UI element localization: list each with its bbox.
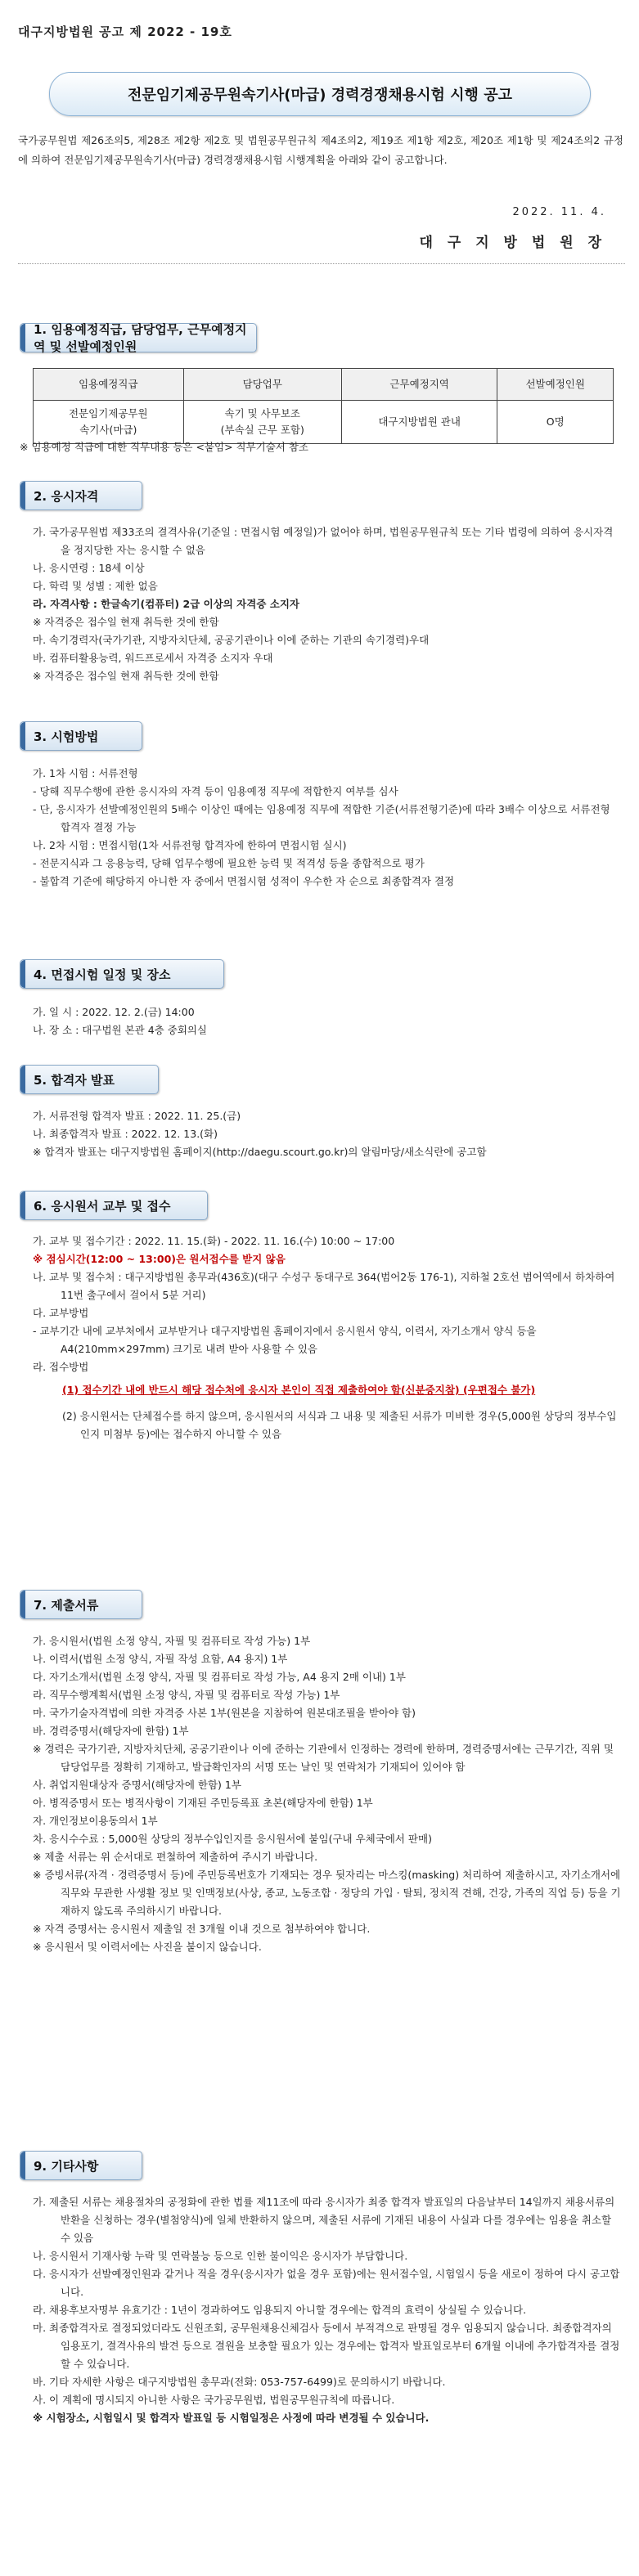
section-3-body [33, 765, 622, 891]
list-item: ※ 제출 서류는 위 순서대로 편철하여 제출하여 주시기 바랍니다. [33, 1851, 318, 1863]
section-6-header [20, 1191, 208, 1220]
issuer: 대 구 지 방 법 원 장 [419, 235, 606, 251]
section-4-body [33, 1003, 622, 1039]
list-item: 나. 교부 및 접수처 : 대구지방법원 총무과(436호)(대구 수성구 동대구로 364(범어2동 176-1), 지하철 2호선 범어역에서 하차하여 11번 출구에서 걸어서 5분 거리) [33, 1271, 615, 1301]
table-row [34, 401, 614, 444]
issue-date: 2022. 11. 4. [512, 206, 606, 218]
table-header: 담당업무 [183, 369, 341, 401]
page-title: 전문임기제공무원속기사(마급) 경력경쟁채용시험 시행 공고 [49, 72, 591, 116]
section-title: 1. 임용예정직급, 담당업무, 근무예정지역 및 선발예정인원 [34, 322, 247, 354]
list-item: - 당해 직무수행에 관한 응시자의 자격 등이 임용예정 직무에 적합한지 여부를 심사 [33, 785, 398, 797]
list-item: ※ 자격증은 접수일 현재 취득한 것에 한함 [33, 616, 219, 628]
section-bar [20, 1066, 25, 1093]
list-item: ※ 자격증은 접수일 현재 취득한 것에 한함 [33, 670, 219, 682]
section-bar [20, 482, 25, 509]
section-bar [20, 2152, 25, 2179]
list-item: 바. 기타 자세한 사항은 대구지방법원 총무과(전화: 053-757-6499)로 문의하시기 바랍니다. [33, 2376, 446, 2388]
list-item: ※ 시험장소, 시험일시 및 합격자 발표일 등 시험일정은 사정에 따라 변경될 수 있습니다. [33, 2412, 430, 2424]
table-cell: 속기 및 사무보조 (부속실 근무 포함) [183, 401, 341, 444]
list-item: 나. 장 소 : 대구법원 본관 4층 중회의실 [33, 1024, 208, 1036]
list-item: 나. 응시원서 기재사항 누락 및 연락불능 등으로 인한 불이익은 응시자가 부담합니다. [33, 2250, 408, 2262]
section-2-header [20, 481, 142, 510]
position-table [33, 368, 614, 444]
list-item: ※ 응시원서 및 이력서에는 사진을 붙이지 않습니다. [33, 1941, 262, 1953]
section-5-header [20, 1065, 159, 1094]
doc-number: 대구지방법원 공고 제 2022 - 19호 [18, 25, 232, 39]
section-4-header [20, 959, 224, 989]
list-item: (1) 접수기간 내에 반드시 해당 접수처에 응시자 본인이 직접 제출하여야 함(신분증지참) (우편접수 불가) [62, 1384, 536, 1396]
list-item: 사. 이 계획에 명시되지 아니한 사항은 국가공무원법, 법원공무원규칙에 따릅니다. [33, 2394, 395, 2406]
section-9-body [33, 2193, 622, 2427]
section-bar [20, 722, 25, 750]
section-bar [20, 324, 25, 352]
list-item: 다. 자기소개서(법원 소정 양식, 자필 및 컴퓨터로 작성 가능, A4 용지 2매 이내) 1부 [33, 1671, 406, 1683]
section-7-body [33, 1632, 622, 1956]
list-item: 나. 최종합격자 발표 : 2022. 12. 13.(화) [33, 1128, 218, 1140]
section-5-body [33, 1107, 622, 1161]
section-2-body [33, 523, 622, 685]
list-item: 가. 교부 및 접수기간 : 2022. 11. 15.(화) - 2022. 11. 16.(수) 10:00 ~ 17:00 [33, 1235, 395, 1247]
section-title: 6. 응시원서 교부 및 접수 [34, 1198, 171, 1214]
list-item: 나. 2차 시험 : 면접시험(1차 서류전형 합격자에 한하여 면접시험 실시) [33, 839, 347, 851]
section-7-header [20, 1590, 142, 1619]
section-bar [20, 1591, 25, 1618]
table-header-row [34, 369, 614, 401]
section-title: 7. 제출서류 [34, 1597, 99, 1613]
list-item: - 교부기간 내에 교부처에서 교부받거나 대구지방법원 홈페이지에서 응시원서 양식, 이력서, 자기소개서 양식 등을 A4(210mm×297mm) 크기로 내려 받아 사용할 수 있음 [33, 1325, 537, 1355]
section-bar [20, 1192, 25, 1219]
section-1-note [20, 438, 609, 456]
list-item: 가. 국가공무원법 제33조의 결격사유(기준일 : 면접시험 예정일)가 없어야 하며, 법원공무원규칙 또는 기타 법령에 의하여 응시자격을 정지당한 자는 응시할 수 없음 [33, 526, 614, 556]
intro-text: 국가공무원법 제26조의5, 제28조 제2항 제2호 및 법원공무원규칙 제4조의2, 제19조 제1항 제2호, 제20조 제1항 및 제24조의2 규정에 의하여 전문임기제공무원속기사(마급) 경력경쟁채용시험 시행계획을 아래와 같이 공고합니다. [18, 134, 623, 166]
section-1-header [20, 323, 257, 352]
list-item: 자. 개인정보이용동의서 1부 [33, 1815, 158, 1827]
list-item: - 단, 응시자가 선발예정인원의 5배수 이상인 때에는 임용예정 직무에 적합한 기준(서류전형기준)에 따라 3배수 이상으로 서류전형 합격자 결정 가능 [33, 803, 610, 833]
list-item: ※ 합격자 발표는 대구지방법원 홈페이지(http://daegu.scourt.go.kr)의 알림마당/새소식란에 공고함 [33, 1146, 487, 1158]
section-title: 9. 기타사항 [34, 2158, 99, 2174]
list-item: 가. 제출된 서류는 채용절차의 공정화에 관한 법률 제11조에 따라 응시자가 최종 합격자 발표일의 다음날부터 14일까지 채용서류의 반환을 신청하는 경우(별첨양식)에 일체 반환하지 않으며, 제출된 서류에 기재된 내용이 사실과 다를 경우에는 임용을 취소할 수 있음 [33, 2196, 615, 2244]
list-item: 라. 자격사항 : 한글속기(컴퓨터) 2급 이상의 자격증 소지자 [33, 598, 299, 610]
list-item: 라. 채용후보자명부 유효기간 : 1년이 경과하여도 임용되지 아니할 경우에는 합격의 효력이 상실될 수 있습니다. [33, 2304, 527, 2316]
section-title: 2. 응시자격 [34, 488, 99, 504]
list-item: 바. 경력증명서(해당자에 한함) 1부 [33, 1725, 189, 1737]
list-item: 사. 취업지원대상자 증명서(해당자에 한함) 1부 [33, 1779, 241, 1791]
list-item: (2) 응시원서는 단체접수를 하지 않으며, 응시원서의 서식과 그 내용 및 제출된 서류가 미비한 경우(5,000원 상당의 정부수입인지 미첨부 등)에는 접수하지 아니할 수 있음 [62, 1410, 617, 1440]
list-item: 다. 응시자가 선발예정인원과 같거나 적을 경우(응시자가 없을 경우 포함)에는 원서접수일, 시험일시 등을 새로이 정하여 다시 공고합니다. [33, 2268, 620, 2298]
divider [18, 263, 625, 264]
section-bar [20, 960, 25, 988]
note: ※ 임용예정 직급에 대한 직무내용 등은 <붙임> 직무기술서 참조 [20, 441, 309, 453]
section-3-header [20, 721, 142, 751]
table-cell: O명 [497, 401, 614, 444]
list-item: 가. 일 시 : 2022. 12. 2.(금) 14:00 [33, 1006, 195, 1018]
list-item: 마. 속기경력자(국가기관, 지방자치단체, 공공기관이나 이에 준하는 기관의 속기경력)우대 [33, 634, 430, 646]
list-item: 다. 교부방법 [33, 1307, 89, 1319]
list-item: ※ 자격 증명서는 응시원서 제출일 전 3개월 이내 것으로 첨부하여야 합니다. [33, 1923, 371, 1935]
list-item: - 전문지식과 그 응용능력, 당해 업무수행에 필요한 능력 및 적격성 등을 종합적으로 평가 [33, 857, 425, 869]
list-item: 가. 1차 시험 : 서류전형 [33, 767, 138, 779]
list-item: ※ 점심시간(12:00 ~ 13:00)은 원서접수를 받지 않음 [33, 1253, 286, 1265]
list-item: 다. 학력 및 성별 : 제한 없음 [33, 580, 158, 592]
list-item: 차. 응시수수료 : 5,000원 상당의 정부수입인지를 응시원서에 붙임(구내 우체국에서 판매) [33, 1833, 432, 1845]
section-6-body [33, 1232, 622, 1443]
list-item: 가. 응시원서(법원 소정 양식, 자필 및 컴퓨터로 작성 가능) 1부 [33, 1635, 311, 1647]
list-item: 바. 컴퓨터활용능력, 워드프로세서 자격증 소지자 우대 [33, 652, 273, 664]
table-header: 근무예정지역 [341, 369, 497, 401]
list-item: - 불합격 기준에 해당하지 아니한 자 중에서 면접시험 성적이 우수한 자 순으로 최종합격자 결정 [33, 875, 455, 887]
section-title: 5. 합격자 발표 [34, 1072, 115, 1088]
list-item: ※ 증빙서류(자격 · 경력증명서 등)에 주민등록번호가 기재되는 경우 뒷자리는 마스킹(masking) 처리하여 제출하시고, 자기소개서에 직무와 무관한 사생활 정보 및 인맥정보(사상, 종교, 노동조합 · 정당의 가입 · 탈퇴, 정치적 견해, 건강, 가족의 직업 등) 등을 기재하지 않도록 주의하시기 바랍니다. [33, 1869, 621, 1917]
section-9-header [20, 2151, 142, 2180]
table-cell: 대구지방법원 관내 [341, 401, 497, 444]
list-item: 마. 최종합격자로 결정되었더라도 신원조회, 공무원채용신체검사 등에서 부적격으로 판명될 경우 임용되지 않습니다. 최종합격자의 임용포기, 결격사유의 발견 등으로 결원을 보충할 필요가 있는 경우에는 합격자 발표일로부터 6개월 이내에 추가합격자를 결정할 수 있습니다. [33, 2322, 620, 2370]
list-item: 라. 접수방법 [33, 1361, 89, 1373]
list-item: 나. 이력서(법원 소정 양식, 자필 작성 요함, A4 용지) 1부 [33, 1653, 288, 1665]
list-item: 아. 병적증명서 또는 병적사항이 기재된 주민등록표 초본(해당자에 한함) 1부 [33, 1797, 373, 1809]
section-title: 3. 시험방법 [34, 729, 99, 744]
section-title: 4. 면접시험 일정 및 장소 [34, 967, 171, 982]
list-item: 마. 국가기술자격법에 의한 자격증 사본 1부(원본을 지참하여 원본대조필을 받아야 함) [33, 1707, 416, 1719]
table-cell: 전문임기제공무원 속기사(마급) [34, 401, 184, 444]
list-item: 라. 직무수행계획서(법원 소정 양식, 자필 및 컴퓨터로 작성 가능) 1부 [33, 1689, 340, 1701]
list-item: ※ 경력은 국가기관, 지방자치단체, 공공기관이나 이에 준하는 기관에서 인정하는 경력에 한하며, 경력증명서에는 근무기간, 직위 및 담당업무를 정확히 기재하고, 발급확인자의 서명 또는 날인 및 연락처가 기재되어 있어야 함 [33, 1743, 614, 1773]
list-item: 가. 서류전형 합격자 발표 : 2022. 11. 25.(금) [33, 1110, 241, 1122]
table-header: 임용예정직급 [34, 369, 184, 401]
table-header: 선발예정인원 [497, 369, 614, 401]
list-item: 나. 응시연령 : 18세 이상 [33, 562, 145, 574]
